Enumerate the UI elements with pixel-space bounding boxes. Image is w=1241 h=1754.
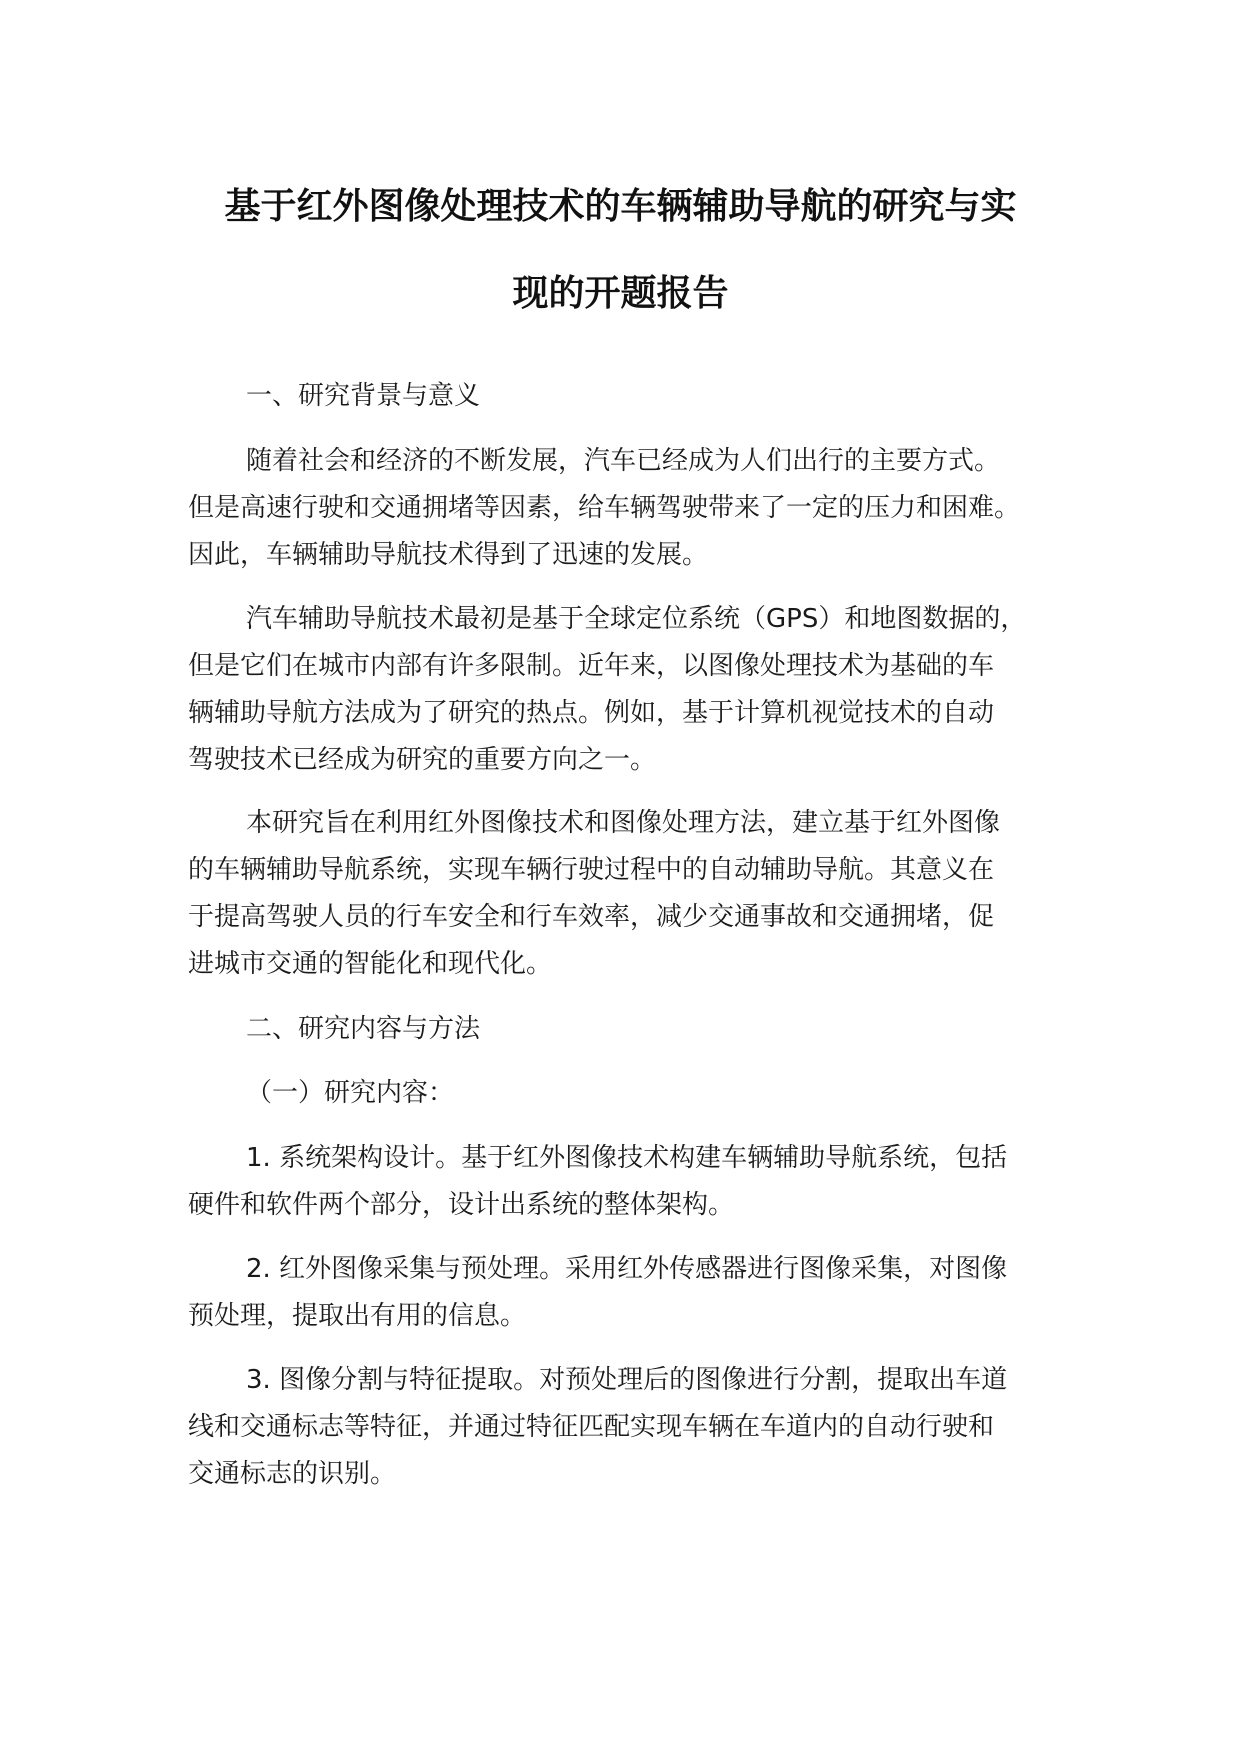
paragraph-line: 汽车辅助导航技术最初是基于全球定位系统（GPS）和地图数据的， xyxy=(246,604,1027,634)
paragraph-line: 因此，车辆辅助导航技术得到了迅速的发展。 xyxy=(188,540,709,570)
section-2-heading: 二、研究内容与方法 xyxy=(246,1014,481,1044)
section-2-subheading: （一）研究内容： xyxy=(246,1078,455,1108)
paragraph-line: 随着社会和经济的不断发展，汽车已经成为人们出行的主要方式。 xyxy=(246,446,1001,476)
paragraph-line: 辆辅助导航方法成为了研究的热点。例如，基于计算机视觉技术的自动 xyxy=(188,698,995,728)
paragraph-line: 本研究旨在利用红外图像技术和图像处理方法，建立基于红外图像 xyxy=(246,808,1001,838)
paragraph-line: 于提高驾驶人员的行车安全和行车效率，减少交通事故和交通拥堵，促 xyxy=(188,902,995,932)
list-item-line: 线和交通标志等特征，并通过特征匹配实现车辆在车道内的自动行驶和 xyxy=(188,1412,995,1442)
list-item-line: 3. 图像分割与特征提取。对预处理后的图像进行分割，提取出车道 xyxy=(246,1365,1008,1395)
paragraph-line: 的车辆辅助导航系统，实现车辆行驶过程中的自动辅助导航。其意义在 xyxy=(188,855,995,885)
list-item-line: 硬件和软件两个部分，设计出系统的整体架构。 xyxy=(188,1190,735,1220)
list-item-line: 交通标志的识别。 xyxy=(188,1459,397,1489)
document-title-line-2: 现的开题报告 xyxy=(512,273,729,314)
section-1-heading: 一、研究背景与意义 xyxy=(246,381,481,411)
paragraph-line: 但是高速行驶和交通拥堵等因素，给车辆驾驶带来了一定的压力和困难。 xyxy=(188,493,1021,523)
document-title-line-1: 基于红外图像处理技术的车辆辅助导航的研究与实 xyxy=(224,186,1017,227)
paragraph-line: 进城市交通的智能化和现代化。 xyxy=(188,949,553,979)
paragraph-line: 驾驶技术已经成为研究的重要方向之一。 xyxy=(188,745,657,775)
paragraph-line: 但是它们在城市内部有许多限制。近年来，以图像处理技术为基础的车 xyxy=(188,651,995,681)
list-item-line: 2. 红外图像采集与预处理。采用红外传感器进行图像采集，对图像 xyxy=(246,1254,1008,1284)
list-item-line: 1. 系统架构设计。基于红外图像技术构建车辆辅助导航系统，包括 xyxy=(246,1143,1008,1173)
list-item-line: 预处理，提取出有用的信息。 xyxy=(188,1301,527,1331)
